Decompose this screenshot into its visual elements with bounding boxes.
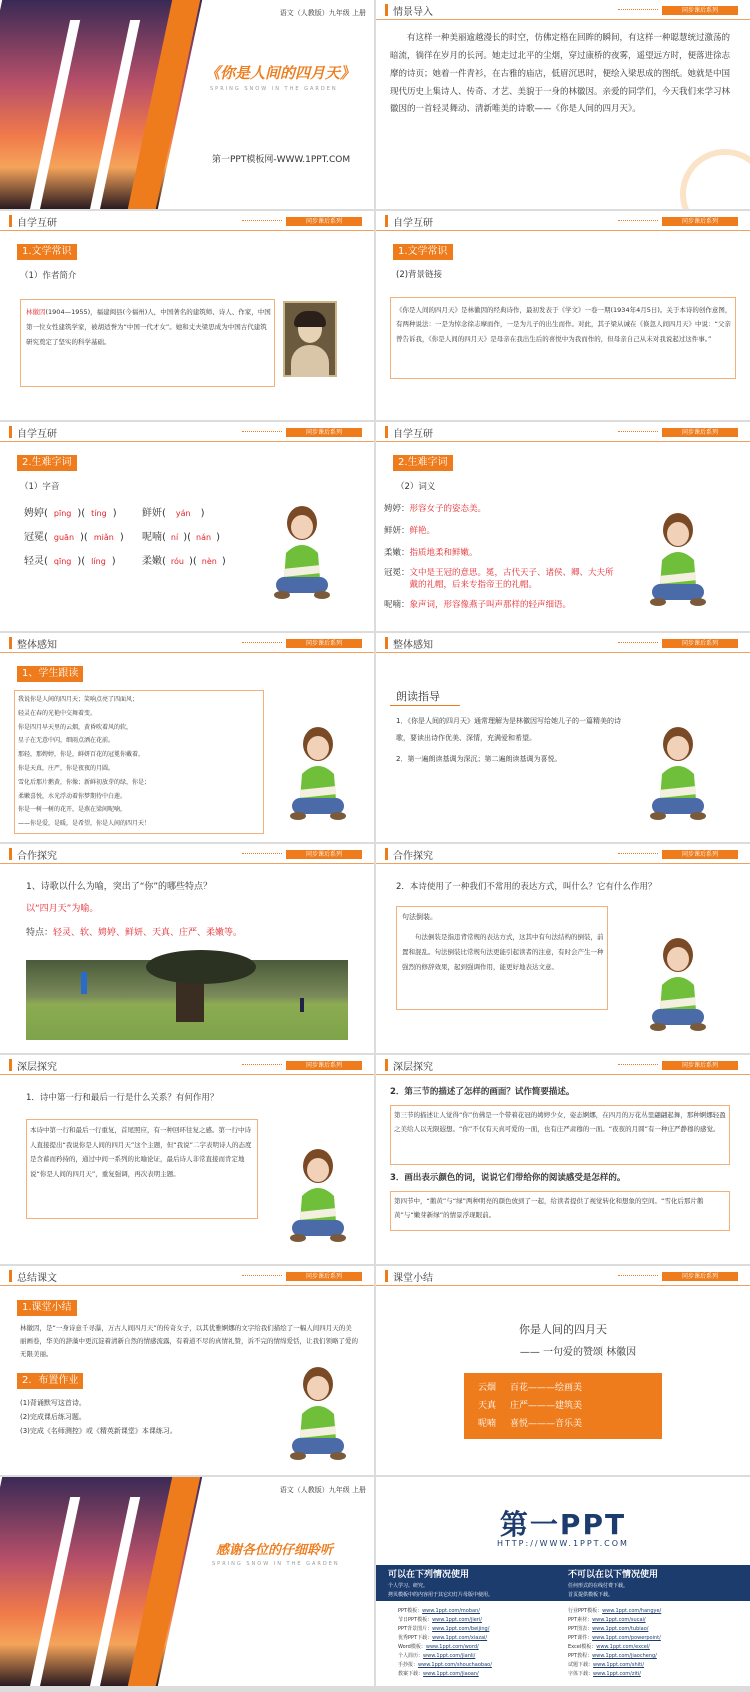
poem-line: 轻灵在春的光艳中交舞着变。 — [18, 709, 97, 717]
link-row[interactable]: Word模板：www.1ppt.com/word/ — [398, 1644, 479, 1650]
links-left — [398, 1607, 492, 1679]
link-row[interactable]: 优秀PPT下载：www.1ppt.com/xiazai/ — [398, 1635, 488, 1641]
pinyin-item: 轻灵( qīng )( líng ) — [24, 556, 116, 567]
edition-label: 语文（人教版）九年级 上册 — [279, 9, 366, 17]
reading-girl-image — [278, 1140, 358, 1250]
slide-header: 深层探究 同步课后系列 — [0, 1055, 374, 1075]
slide-5-pronunciation[interactable] — [0, 422, 374, 631]
section-label: 2．布置作业 — [17, 1373, 83, 1389]
link-row[interactable]: 个人简历：www.1ppt.com/jianli/ — [398, 1653, 476, 1659]
meaning-list — [384, 502, 616, 620]
pinyin-item: 冠冕( guān )( miǎn ) — [24, 532, 124, 543]
site-name: 第一PPT模板网-WWW.1PPT.COM — [212, 155, 351, 165]
slide-header: 自学互研 同步课后系列 — [376, 211, 750, 231]
link-row[interactable]: 手抄报：www.1ppt.com/shouchaobao/ — [398, 1662, 492, 1668]
slide-header: 整体感知 同步课后系列 — [0, 633, 374, 653]
question-text: 1、诗歌以什么为喻，突出了“你”的哪些特点？ — [26, 882, 213, 892]
poem-line: 我说你是人间的四月天；笑响点亮了四面风； — [18, 696, 139, 703]
allowed-item: 拷贝模板中的内容用于其它幻灯片母版中使用。 — [388, 1592, 494, 1598]
sub-heading: (2)背景链接 — [396, 270, 443, 280]
reading-girl-image — [638, 504, 718, 614]
link-row[interactable]: PPT课件：www.1ppt.com/powerpoint/ — [568, 1635, 661, 1641]
pinyin-item: 呢喃( ní )( nán ) — [142, 532, 220, 543]
sub-heading: （2）词义 — [396, 482, 436, 492]
link-row[interactable]: PPT素材：www.1ppt.com/sucai/ — [568, 1617, 646, 1623]
slide-2-intro[interactable] — [376, 0, 750, 209]
section-label: 1、学生跟读 — [17, 666, 83, 682]
slide-1-cover[interactable] — [0, 0, 374, 209]
reading-girl-image — [262, 497, 342, 607]
slide-header: 整体感知 同步课后系列 — [376, 633, 750, 653]
meaning-item: 柔嫩：指质地柔和鲜嫩。 — [384, 548, 478, 558]
question-2: 3．画出表示颜色的词，说说它们带给你的阅读感受是怎样的。 — [390, 1173, 626, 1183]
sub-heading: （1）作者简介 — [20, 271, 77, 281]
poem-line: 星子在无意中闪，细雨点洒在花前。 — [18, 737, 115, 745]
question-text: 2．本诗使用了一种我们不常用的表达方式，叫什么？它有什么作用？ — [396, 882, 657, 892]
slide-header: 自学互研 同步课后系列 — [0, 422, 374, 442]
link-row[interactable]: PPT教程：www.1ppt.com/jiaocheng/ — [568, 1653, 657, 1659]
question-1: 2．第三节的描述了怎样的画面？试作简要描述。 — [390, 1087, 575, 1097]
section-label: 2.生难字词 — [17, 455, 77, 471]
slide-4-background[interactable] — [376, 211, 750, 420]
allowed-title: 可以在下列情况使用 — [388, 1570, 470, 1580]
site-url[interactable]: HTTP://WWW.1PPT.COM — [497, 1539, 629, 1548]
pinyin-item: 娉婷( pīng )( tíng ) — [24, 508, 117, 519]
link-row[interactable]: PPT图表：www.1ppt.com/tubiao/ — [568, 1626, 649, 1632]
slide-16-usage-terms[interactable] — [376, 1477, 750, 1686]
pinyin-row — [24, 528, 254, 552]
meaning-item: 娉婷：形容女子的姿态美。 — [384, 504, 487, 514]
slide-13-summary[interactable] — [0, 1266, 374, 1475]
homework-item: (3)完成《名师测控》或《精英新课堂》本课练习。 — [20, 1427, 177, 1435]
question-text: 1．诗中第一行和最后一行是什么关系？有何作用？ — [26, 1093, 219, 1103]
homework-item: (2)完成课后练习题。 — [20, 1413, 86, 1421]
section-label: 2.生难字词 — [393, 455, 453, 471]
links-right — [568, 1607, 661, 1679]
section-label: 1.文学常识 — [393, 244, 453, 260]
intro-paragraph: 有这样一种美丽逾越漫长的时空，仿佛定格在回眸的瞬间，有这样一种聪慧统过激荡的暗流，徜徉在岁月的长河。她走过北平的尘烟，穿过康桥的夜雾，遥望远方时，便落进徐志摩的诗页；她着一件青衫，在古雅的庙店，低眉沉思时，便绘入梁思成的图纸。她就是中国现代历史上集诗人、传奇、才艺、美貌于一身的林徽因。亲爱的同学们，今天我们来学习林徽因的一首轻灵舞动、清新唯美的诗歌——《你是人间的四月天》。 — [390, 33, 731, 115]
pinyin-row — [24, 504, 254, 528]
summary-table — [464, 1373, 662, 1439]
poem-line: 你是四月早天里的云烟，黄昏吹着风的软， — [18, 723, 133, 731]
slide-header: 合作探究 同步课后系列 — [376, 844, 750, 864]
park-photo — [26, 960, 348, 1040]
answer-body: 本诗中第一行和最后一行重复，首尾照应，有一种回环往复之感。第一行中诗人直接提出“我说你是人间的四月天”这个主题，但“我说”二字表明诗人的态度是含蓄而矜持的，通过中间一系列的比喻论证，最后诗人非常直接而肯定地说“你是人间的四月天”，重复强调，再次表明主题。 — [30, 1126, 252, 1178]
summary-row: 呢喃 喜悦———音乐美 — [478, 1419, 583, 1429]
section-label: 1.文学常识 — [17, 244, 77, 260]
link-row[interactable]: 行业PPT模板：www.1ppt.com/hangye/ — [568, 1608, 662, 1614]
slide-11-deep-1[interactable] — [0, 1055, 374, 1264]
slide-header: 深层探究 同步课后系列 — [376, 1055, 750, 1075]
pinyin-row — [24, 552, 254, 576]
answer-body: 句法倒装是指违背常规的表达方式，这其中有句法结构的倒装，前置和混乱。句法倒装比常规句法更能引起读者的注意，有时会产生一种强烈的修辞效果，起到强调作用，能更好地表达文意。 — [402, 933, 604, 971]
forbidden-title: 不可以在以下情况使用 — [568, 1570, 659, 1580]
meaning-item: 冠冕： 文中是王冠的意思。冕，古代天子、诸侯、卿、大夫所戴的礼帽，后来专指帝王的礼帽。 — [384, 568, 614, 590]
cover-title: 《你是人间的四月天》 — [205, 64, 356, 82]
cover-subtitle: SPRING SNOW IN THE GARDEN — [210, 86, 338, 92]
link-row[interactable]: 字体下载：www.1ppt.com/ziti/ — [568, 1671, 641, 1677]
slide-header: 自学互研 同步课后系列 — [376, 422, 750, 442]
meaning-item: 呢喃：象声词，形容像燕子叫声那样的轻声细语。 — [384, 600, 572, 610]
site-logo: 第一PPT — [499, 1508, 627, 1541]
slide-header: 自学互研 同步课后系列 — [0, 211, 374, 231]
answer-metaphor: 以“四月天”为喻。 — [26, 904, 99, 914]
link-row[interactable]: PPT模板：www.1ppt.com/moban/ — [398, 1608, 480, 1614]
poem-line: 你是一树一树的花开，是燕在梁间呢喃， — [18, 806, 127, 814]
forbidden-item: 首页提供模板下载。 — [568, 1592, 614, 1598]
answer-title: 句法倒装。 — [402, 913, 437, 921]
title-underline — [390, 705, 460, 706]
link-row[interactable]: PPT背景图片：www.1ppt.com/beijing/ — [398, 1626, 490, 1632]
slide-7-read-along[interactable] — [0, 633, 374, 842]
answer-1: 第三节的描述让人觉得“你”仿佛是一个带着花冠的娉婷少女，姿态婀娜，在四月的万花丛里翩翩起舞，那种婀娜轻盈之美给人以无限遐想。“你”不仅有天真可爱的一面，也有庄严肃穆的一面。“夜夜的月圆”有一种庄严静穆的感觉。 — [394, 1111, 726, 1133]
reading-girl-image — [278, 1358, 358, 1468]
thanks-subtitle: SPRING SNOW IN THE GARDEN — [212, 1561, 340, 1567]
answer-traits: 特点：轻灵、软、娉婷、鲜妍、天真、庄严、柔嫩等。 — [26, 928, 243, 938]
summary-row: 天真 庄严———建筑美 — [478, 1401, 583, 1411]
edition-label: 语文（人教版）九年级 上册 — [279, 1486, 366, 1494]
homework-item: (1)背诵默写这首诗。 — [20, 1399, 86, 1407]
author-portrait — [283, 301, 337, 377]
slide-6-meanings[interactable] — [376, 422, 750, 631]
slide-header: 情景导入 同步课后系列 — [376, 0, 750, 20]
slide-12-deep-2[interactable] — [376, 1055, 750, 1264]
answer-2: 第四节中，“鹅黄”与“绿”两种明亮的颜色放到了一起，给读者提供了视觉转化和想象的空间。“雪化后那片鹅黄”与“嫩芽新绿”的情景浮现眼前。 — [394, 1197, 704, 1219]
poem-lines — [18, 693, 262, 831]
poem-line: 你是天真，庄严，你是夜夜的月圆。 — [18, 764, 115, 772]
slide-10-cooperative-2[interactable] — [376, 844, 750, 1053]
guide-point-1: 1．《你是人间的四月天》通常理解为是林徽因写给她儿子的一篇精美的诗歌，要读出诗作优美、深情，充满爱和希望。 — [396, 717, 621, 742]
link-row[interactable]: Excel模板：www.1ppt.com/excel/ — [568, 1644, 650, 1650]
slide-14-classroom-summary[interactable] — [376, 1266, 750, 1475]
poem-line: ——你是爱，是暖，是希望，你是人间的四月天！ — [18, 820, 151, 828]
guide-title: 朗读指导 — [396, 690, 440, 703]
pinyin-item: 柔嫩( róu )( nèn ) — [142, 556, 226, 567]
reading-girl-image — [638, 718, 718, 828]
link-row[interactable]: 试题下载：www.1ppt.com/shiti/ — [568, 1662, 645, 1668]
section-label: 1.课堂小结 — [17, 1300, 77, 1316]
decor-circle — [680, 149, 750, 209]
background-text: 《你是人间的四月天》是林徽因的经典诗作，最初发表于《学文》一卷一期(1934年4月5日)。关于本诗的创作意图，有两种说法：一是为悼念徐志摩而作，一是为儿子的出生而作。对此，其子梁从诫在《倏忽人间四月天》中说：“父亲曾告诉我，《你是人间的四月天》是母亲在我出生后的喜悦中为我而作的，但母亲自己从未对我说起过这件事。” — [396, 306, 732, 343]
slide-header: 总结课文 同步课后系列 — [0, 1266, 374, 1286]
author-bio: 林徽因(1904—1955)，福建闽县(今福州)人，中国著名的建筑师、诗人、作家，中国第一位女性建筑学家，被胡适誉为“中国一代才女”。她和丈夫梁思成为中国古代建筑研究奠定了坚实的科学基础。 — [26, 308, 271, 346]
slide-15-thanks[interactable] — [0, 1477, 374, 1686]
meaning-item: 鲜妍：鲜艳。 — [384, 526, 436, 536]
slide-3-author[interactable] — [0, 211, 374, 420]
pinyin-table — [24, 504, 254, 576]
homework-list — [20, 1396, 177, 1438]
reading-girl-image — [278, 718, 358, 828]
slide-header: 合作探究 同步课后系列 — [0, 844, 374, 864]
slide-9-cooperative-1[interactable] — [0, 844, 374, 1053]
summary-row: 云烟 百花———绘画美 — [478, 1383, 583, 1393]
poem-line: 那轻，那娉婷，你是，鲜妍百花的冠冕你戴着， — [18, 751, 145, 759]
poem-line: 柔嫩喜悦，水光浮动着你梦期待中白莲。 — [18, 792, 127, 800]
guide-point-2: 2．第一遍朗读基调为深沉；第二遍朗读基调为喜悦。 — [396, 755, 562, 763]
summary-subtitle: —— 一句爱的赞颂 林徽因 — [519, 1347, 637, 1358]
allowed-item: 个人学习、研究。 — [388, 1583, 429, 1589]
slide-header: 课堂小结 同步课后系列 — [376, 1266, 750, 1286]
link-row[interactable]: 节日PPT模板：www.1ppt.com/jieri/ — [398, 1617, 482, 1623]
summary-title: 你是人间的四月天 — [519, 1323, 607, 1336]
forbidden-item: 任何形式的在线付费下载。 — [568, 1583, 629, 1589]
poem-line: 雪化后那片鹅黄，你像；新鲜初放芽的绿，你是； — [18, 778, 151, 786]
slide-8-reading-guide[interactable] — [376, 633, 750, 842]
author-name: 林徽因 — [26, 308, 46, 316]
thanks-title: 感谢各位的仔细聆听 — [216, 1543, 334, 1558]
pinyin-item: 鲜妍( yán ) — [142, 508, 205, 519]
link-row[interactable]: 教案下载：www.1ppt.com/jiaoan/ — [398, 1671, 479, 1677]
summary-text: 林徽因，是“一身诗意千寻瀑，万古人间四月天”的传奇女子，以其优雅婀娜的文字给我们描绘了一幅人间四月天的美丽画卷，华美的辞藻中更沉淀着清新自然的情感流露，有着道不尽的真情礼赞，诉不完的情绵爱恬，让我们领略了爱的无限美丽。 — [20, 1324, 358, 1358]
reading-girl-image — [638, 929, 718, 1039]
sub-heading: （1）字音 — [20, 482, 60, 492]
